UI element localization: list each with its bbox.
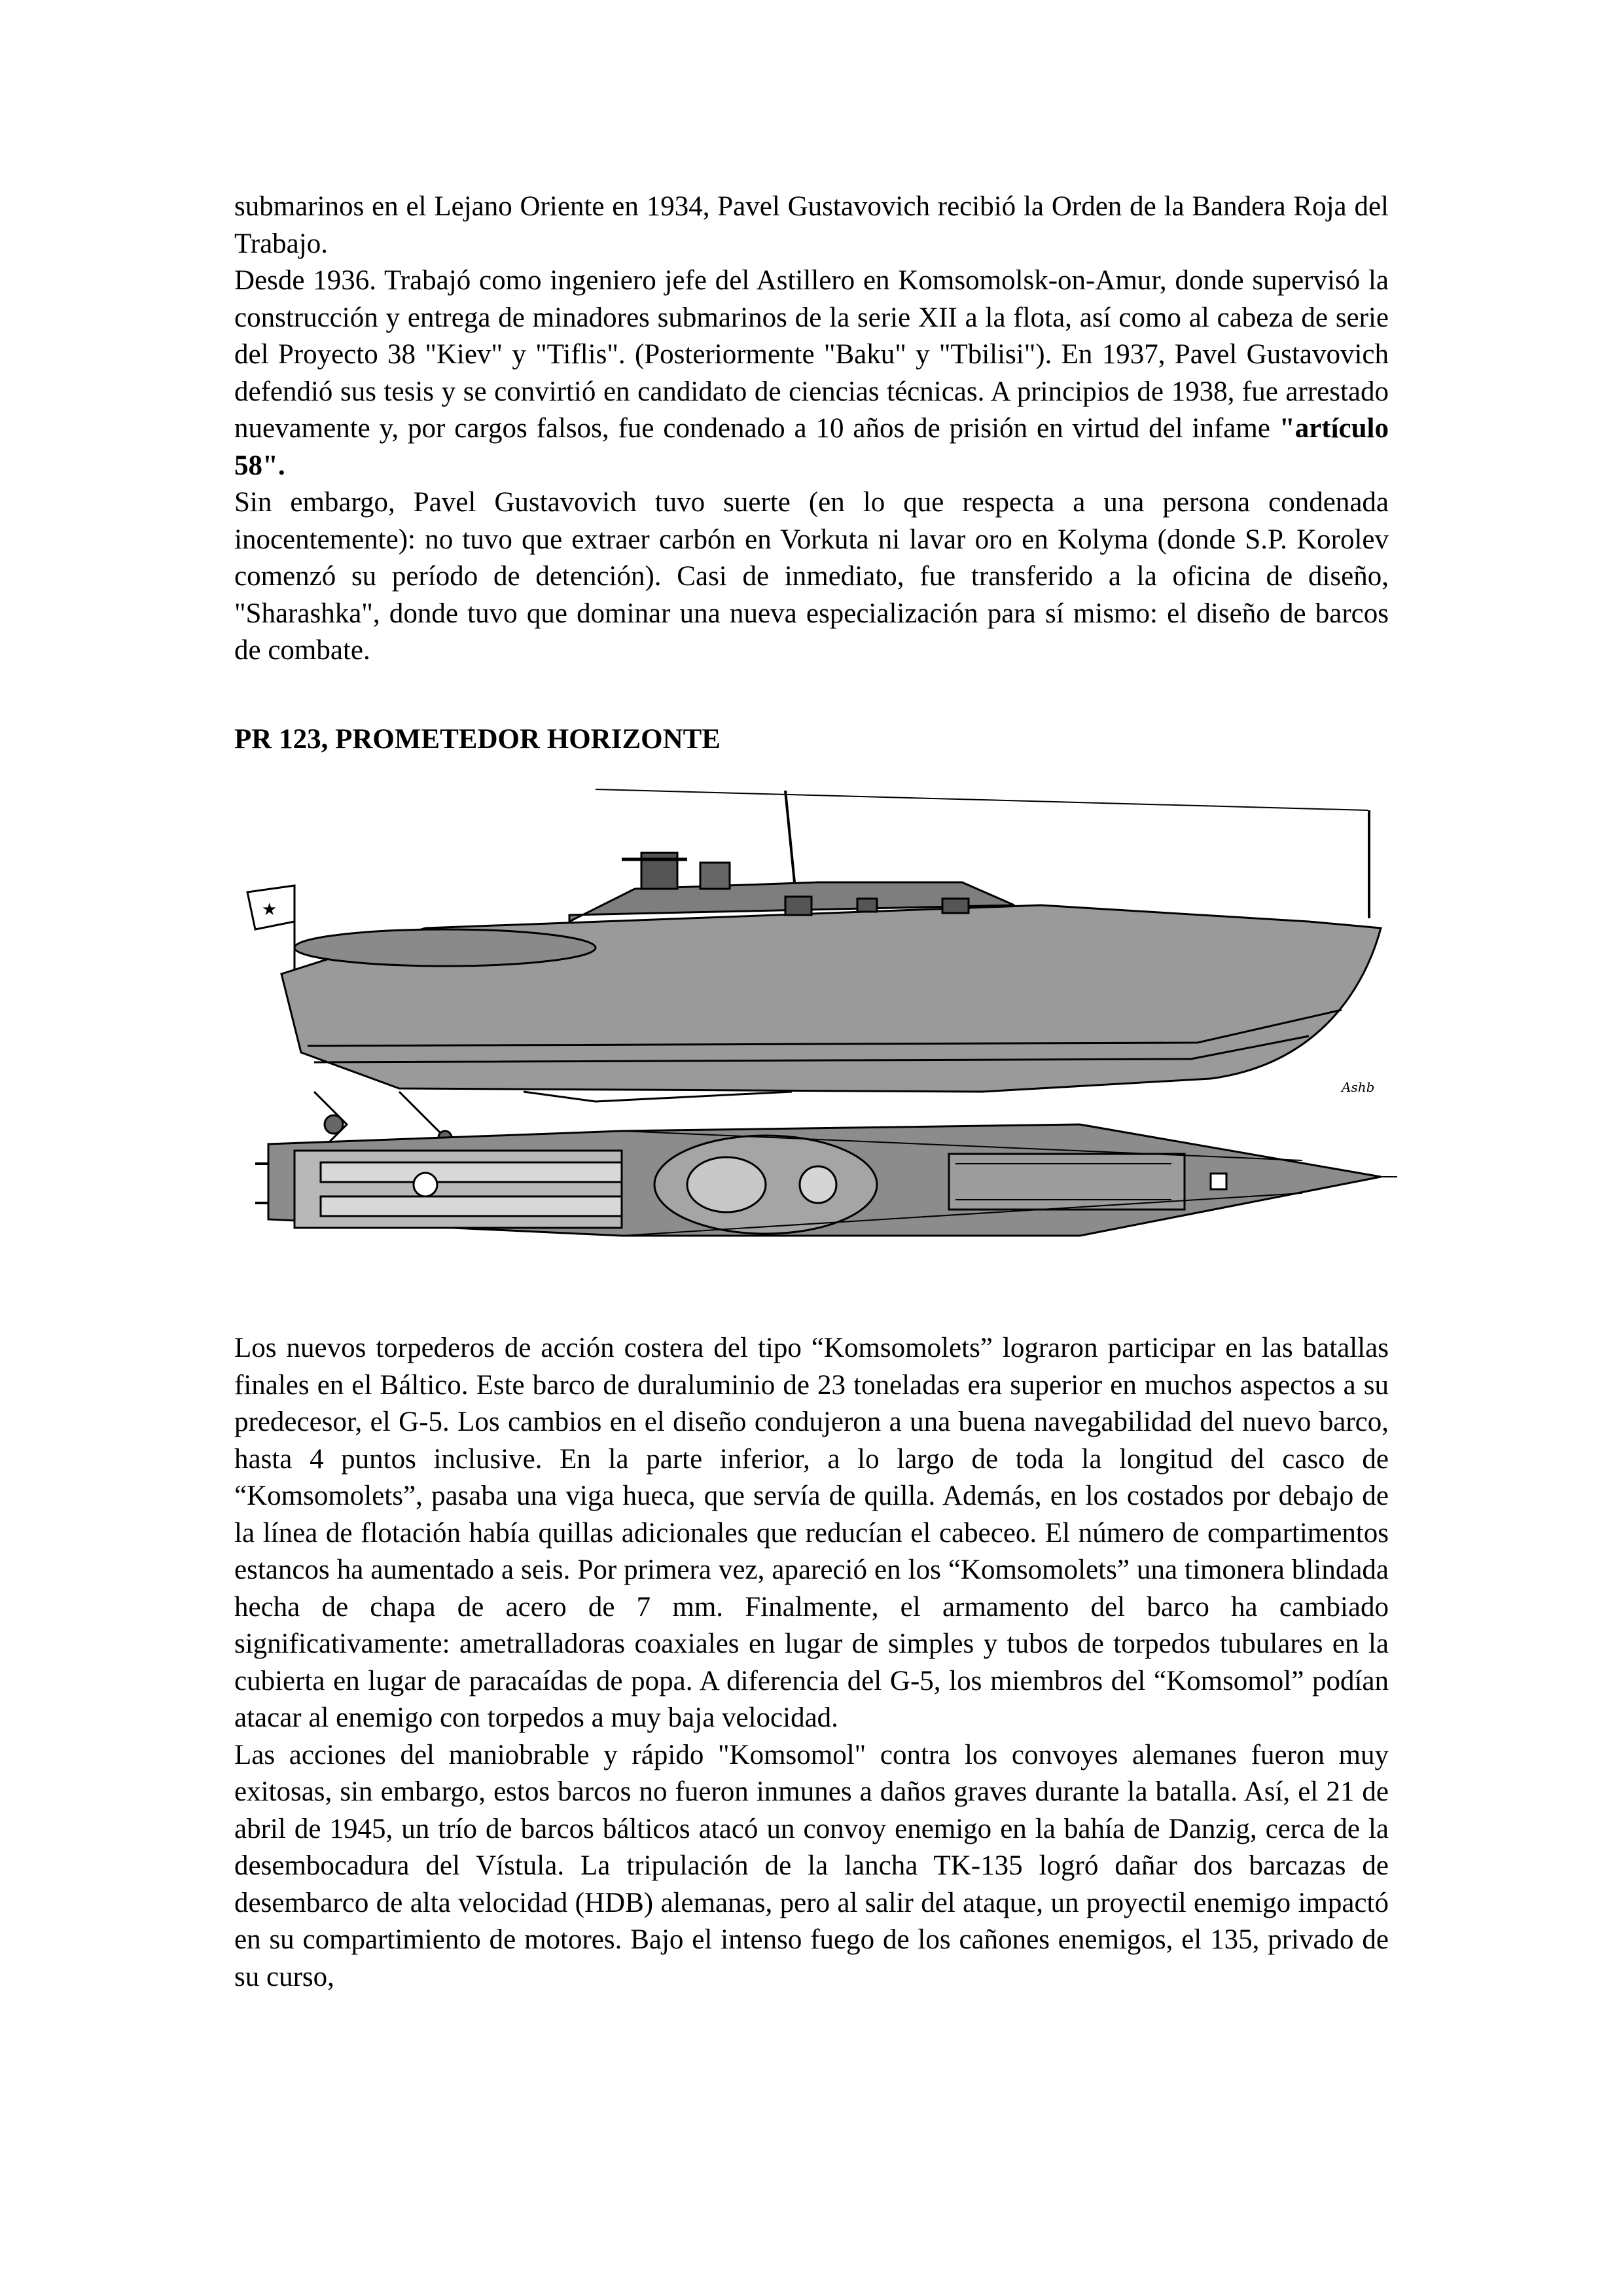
section-heading: PR 123, PROMETEDOR HORIZONTE	[234, 724, 721, 755]
paragraph-suerte: Sin embargo, Pavel Gustavovich tuvo suerte (en lo que respecta a una persona condenada inocentemente): no tuvo que extraer carbón en Vorkuta ni lavar oro en Kolyma (donde S.P. Korolev comenzó su período de detención). Casi de inmediato, fue transferido a la oficina de diseño, "Sharashka", donde tuvo que dominar una nueva especialización para sí mismo: el diseño de barcos de combate.	[234, 487, 1389, 666]
artist-signature: Ashb	[1342, 1079, 1375, 1095]
boat-drawing-figure	[229, 784, 1400, 1275]
boat-top-view	[255, 1124, 1397, 1236]
paragraph-orden: submarinos en el Lejano Oriente en 1934, Pavel Gustavovich recibió la Orden de la Bandera Roja del Trabajo.	[234, 191, 1389, 259]
boat-side-profile	[247, 789, 1381, 1177]
paragraph-astillero-text: Desde 1936. Trabajó como ingeniero jefe del Astillero en Komsomolsk-on-Amur, donde supervisó la construcción y entrega de minadores submarinos de la serie XII a la flota, así como al cabeza de serie del Proyecto 38 "Kiev" y "Tiflis". (Posteriormente "Baku" y "Tbilisi"). En 1937, Pavel Gustavovich defendió sus tesis y se convirtió en candidato de ciencias técnicas. A principios de 1938, fue arrestado nuevamente y, por cargos falsos, fue condenado a 10 años de prisión en virtud del infame	[234, 265, 1389, 444]
top-text-block	[234, 188, 1389, 670]
paragraph-komsomolets: Los nuevos torpederos de acción costera del tipo “Komsomolets” lograron participar en las batallas finales en el Báltico. Este barco de duraluminio de 23 toneladas era superior en muchos aspectos a su predecesor, el G-5. Los cambios en el diseño condujeron a una buena navegabilidad del nuevo barco, hasta 4 puntos inclusive. En la parte inferior, a lo largo de toda la longitud del casco de “Komsomolets”, pasaba una viga hueca, que servía de quilla. Además, en los costados por debajo de la línea de flotación había quillas adicionales que reducían el cabeceo. El número de compartimentos estancos ha aumentado a seis. Por primera vez, apareció en los “Komsomolets” una timonera blindada hecha de chapa de acero de 7 mm. Finalmente, el armamento del barco ha cambiado significativamente: ametralladoras coaxiales en lugar de simples y tubos de torpedos tubulares en la cubierta en lugar de paracaídas de popa. A diferencia del G-5, los miembros del “Komsomol” podían atacar al enemigo con torpedos a muy baja velocidad.	[234, 1333, 1389, 1733]
svg-text:★: ★	[262, 900, 277, 920]
bottom-text-block	[234, 1330, 1389, 1996]
paragraph-acciones: Las acciones del maniobrable y rápido "Komsomol" contra los convoyes alemanes fueron muy exitosas, sin embargo, estos barcos no fueron inmunes a daños graves durante la batalla. Así, el 21 de abril de 1945, un trío de barcos bálticos atacó un convoy enemigo en la bahía de Danzig, cerca de la desembocadura del Vístula. La tripulación de la lancha TK-135 logró dañar dos barcazas de desembarco de alta velocidad (HDB) alemanas, pero al salir del ataque, un proyectil enemigo impactó en su compartimiento de motores. Bajo el intenso fuego de los cañones enemigos, el 135, privado de su curso,	[234, 1739, 1389, 1992]
bold-article-58: "artículo 58".	[234, 413, 1389, 481]
paragraph-astillero	[234, 262, 1389, 484]
